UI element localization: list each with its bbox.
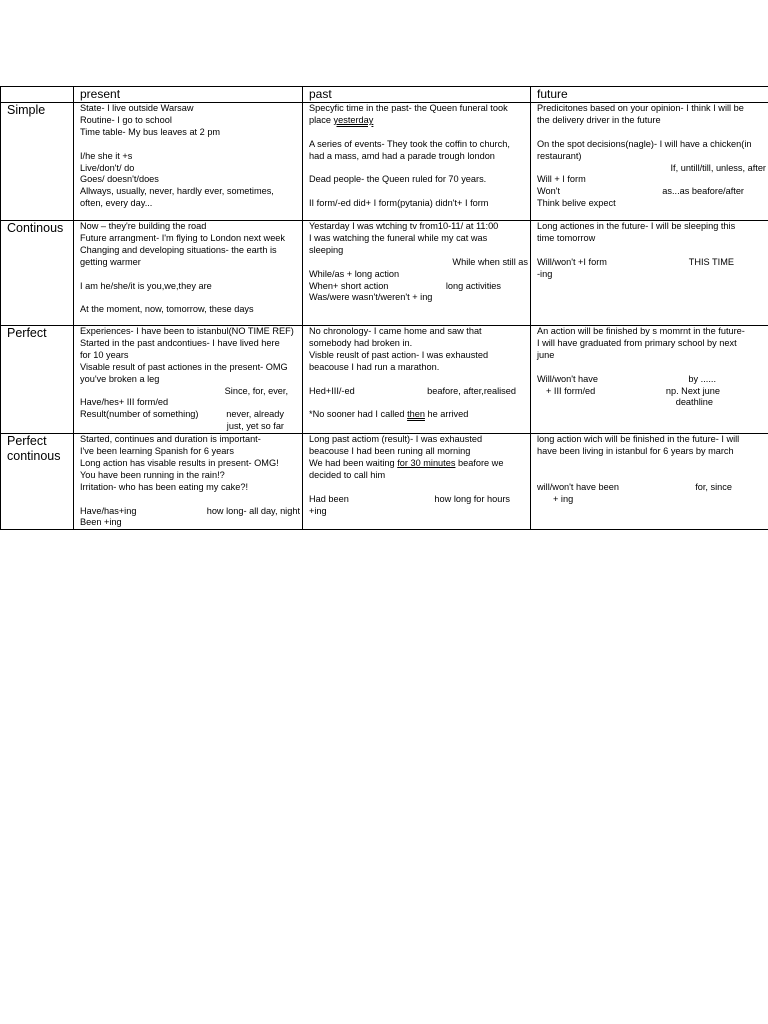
header-present: present (74, 87, 303, 103)
cell-text: will/won't have been (537, 481, 619, 492)
cell-line: Experiences- I have been to istanbul(NO TIME REF) (80, 326, 294, 336)
cell-line: I was watching the funeral while my cat was (309, 232, 488, 243)
cell-line: Long past actiom (result)- I was exhausted (309, 434, 483, 445)
cell-line (537, 362, 768, 374)
cell-text: We had been waiting (309, 457, 398, 468)
cell-text-right: by ...... (688, 373, 716, 384)
perfect-future-cell (531, 326, 768, 434)
cell-line (537, 257, 768, 269)
cell-text-right: never, already (226, 409, 284, 420)
header-future: future (531, 87, 768, 103)
cell-line: +ing (309, 505, 327, 516)
cell-line (309, 482, 530, 494)
row-label-line: continous (7, 449, 61, 464)
cell-text: Have/has+ing (80, 505, 137, 516)
cell-line (80, 139, 302, 151)
table-row-simple (1, 103, 768, 221)
row-label-perfect-continuous (1, 434, 74, 530)
cell-line: often, every day... (80, 198, 153, 209)
cell-line: you've broken a leg (80, 373, 160, 384)
cell-line: Started in the past andcontiues- I have lived here (80, 337, 280, 348)
cell-text-right: how long- all day, night (206, 505, 300, 516)
cell-line: Goes/ doesn't/does (80, 174, 159, 185)
cell-line: On the spot decisions(nagle)- I will have a chicken(in (537, 138, 752, 149)
cell-text: he arrived (424, 409, 469, 420)
cell-line: Routine- I go to school (80, 114, 172, 125)
cell-line (537, 127, 768, 139)
cell-line (80, 269, 302, 281)
cell-line: Yestarday I was wtching tv from10-11/ at 11:00 (309, 221, 499, 231)
cell-line: Time table- My bus leaves at 2 pm (80, 126, 221, 137)
cell-line: Changing and developing situations- the earth is (80, 244, 277, 255)
cell-line: I've been learning Spanish for 6 years (80, 446, 234, 457)
row-label-continuous: Continous (1, 221, 74, 326)
cell-line: sleeping (309, 244, 344, 255)
cell-line: No chronology- I came home and saw that (309, 326, 482, 336)
perfect-continuous-future-cell (531, 434, 768, 530)
cell-text-right: how long for hours (434, 493, 510, 504)
cell-text-right: np. Next june (665, 385, 720, 396)
cell-line: june (537, 349, 555, 360)
cell-line: Long actiones in the future- I will be sleeping this (537, 221, 736, 231)
header-past: past (303, 87, 531, 103)
cell-line: I will have graduated from primary school by next (537, 337, 737, 348)
cell-line (309, 397, 530, 409)
cell-text-right: beafore, after,realised (427, 385, 516, 396)
cell-line (537, 482, 768, 494)
cell-line: An action will be finished by s momrnt in the future- (537, 326, 745, 336)
simple-future-cell (531, 103, 768, 221)
cell-text-right: deathline (675, 397, 713, 408)
table-row-perfect-continuous (1, 434, 768, 530)
cell-text: Will/won't +I form (537, 256, 607, 267)
cell-line: When+ short action (309, 280, 389, 291)
underlined-word: then (407, 409, 425, 420)
cell-line: I/he she it +s (80, 150, 133, 161)
cell-line: Long action has visable results in present- OMG! (80, 457, 279, 468)
cell-line: somebody had broken in. (309, 337, 413, 348)
cell-line: Visble reuslt of past action- I was exhausted (309, 349, 489, 360)
cell-line: Live/don't/ do (80, 162, 135, 173)
cell-line (309, 458, 530, 470)
cell-text-right: long activities (445, 280, 501, 291)
cell-text: Will/won't have (537, 373, 598, 384)
cell-text-right: If, untill/till, unless, after (670, 162, 766, 173)
cell-line (80, 292, 302, 304)
cell-line (80, 386, 302, 398)
cell-text-right: Since, for, ever, (224, 385, 288, 396)
cell-line (537, 245, 768, 257)
cell-line: Been +ing (80, 517, 122, 528)
header-row (1, 87, 768, 103)
perfect-past-cell (303, 326, 531, 434)
cell-text: beafore we (455, 457, 504, 468)
cell-line: decided to call him (309, 469, 386, 480)
cell-line: Dead people- the Queen ruled for 70 years. (309, 174, 487, 185)
row-label-perfect: Perfect (1, 326, 74, 434)
cell-line: Allways, usually, never, hardly ever, sometimes, (80, 186, 274, 197)
cell-line (309, 409, 530, 421)
perfect-present-cell (74, 326, 303, 434)
cell-line: for 10 years (80, 349, 129, 360)
simple-present-cell (74, 103, 303, 221)
cell-line (537, 470, 768, 482)
cell-line: A series of events- They took the coffin to church, (309, 138, 510, 149)
row-label-line: Perfect (7, 434, 47, 449)
corner-cell (1, 87, 74, 103)
cell-line: -ing (537, 268, 553, 279)
simple-past-cell (303, 103, 531, 221)
cell-text: Hed+III/-ed (309, 385, 355, 396)
cell-line (309, 386, 530, 398)
cell-text-right: for, since (695, 481, 732, 492)
cell-line (309, 494, 530, 506)
cell-text: + III form/ed (546, 385, 596, 396)
cell-text: While/as + long action (309, 268, 400, 279)
cell-line: beacouse I had run a marathon. (309, 361, 440, 372)
perfect-continuous-present-cell (74, 434, 303, 530)
cell-line (309, 257, 530, 269)
cell-line (309, 186, 530, 198)
cell-line: Think belive expect (537, 198, 616, 209)
cell-line (537, 458, 768, 470)
cell-line: Future arrangment- I'm flying to London next week (80, 232, 286, 243)
continuous-past-cell (303, 221, 531, 326)
row-label-simple: Simple (1, 103, 74, 221)
cell-line: I am he/she/it is you,we,they are (80, 280, 212, 291)
cell-line: getting warmer (80, 256, 141, 267)
table-row-perfect (1, 326, 768, 434)
cell-line: beacouse I had been runing all morning (309, 446, 471, 457)
cell-text-right: THIS TIME (688, 256, 734, 267)
cell-line: Now – they're building the road (80, 221, 207, 231)
cell-line (537, 494, 768, 506)
cell-line: Irritation- who has been eating my cake?! (80, 481, 249, 492)
cell-line (309, 115, 530, 127)
continuous-future-cell (531, 221, 768, 326)
cell-line: At the moment, now, tomorrow, these days (80, 304, 254, 315)
cell-line (309, 163, 530, 175)
cell-line (309, 127, 530, 139)
cell-line (537, 386, 768, 398)
cell-text-right: While when still as (452, 256, 528, 267)
underlined-phrase: for 30 minutes (397, 457, 456, 468)
cell-line: the delivery driver in the future (537, 114, 661, 125)
cell-line: Was/were wasn't/weren't + ing (309, 292, 433, 303)
cell-text: Will + I form (537, 174, 586, 185)
cell-line: Predicitones based on your opinion- I think I will be (537, 103, 744, 113)
cell-line (80, 494, 302, 506)
cell-line (309, 374, 530, 386)
cell-line: Visable result of past actiones in the present- OMG (80, 361, 288, 372)
cell-line: Started, continues and duration is important- (80, 434, 261, 445)
cell-line: II form/-ed did+ I form(pytania) didn't+ I form (309, 198, 489, 209)
underlined-word: yesterday (333, 114, 374, 125)
cell-line: restaurant) (537, 150, 582, 161)
cell-line: You have been running in the rain!? (80, 469, 225, 480)
tenses-table (0, 86, 768, 530)
cell-line: Won't (537, 186, 561, 197)
cell-line: have been living in istanbul for 6 years by march (537, 446, 734, 457)
cell-line: had a mass, amd had a parade trough london (309, 150, 495, 161)
cell-line: time tomorrow (537, 232, 596, 243)
cell-text: *No sooner had I called (309, 409, 408, 420)
continuous-present-cell (74, 221, 303, 326)
cell-text: Had been (309, 493, 349, 504)
table-row-continuous (1, 221, 768, 326)
cell-text: place (309, 114, 334, 125)
cell-text: Result(number of something) (80, 409, 199, 420)
cell-line (537, 163, 768, 175)
cell-line: long action wich will be finished in the future- I will (537, 434, 740, 445)
cell-text-right: just, yet so far (226, 421, 284, 432)
cell-line: Specyfic time in the past- the Queen funeral took (309, 103, 508, 113)
cell-line: State- I live outside Warsaw (80, 103, 194, 113)
cell-text-right: as...as beafore/after (662, 186, 744, 197)
cell-line (537, 397, 768, 409)
cell-line (80, 506, 302, 518)
perfect-continuous-past-cell (303, 434, 531, 530)
cell-line (537, 374, 768, 386)
cell-text: Have/hes+ III form/ed (80, 397, 169, 408)
cell-text: + ing (553, 493, 574, 504)
